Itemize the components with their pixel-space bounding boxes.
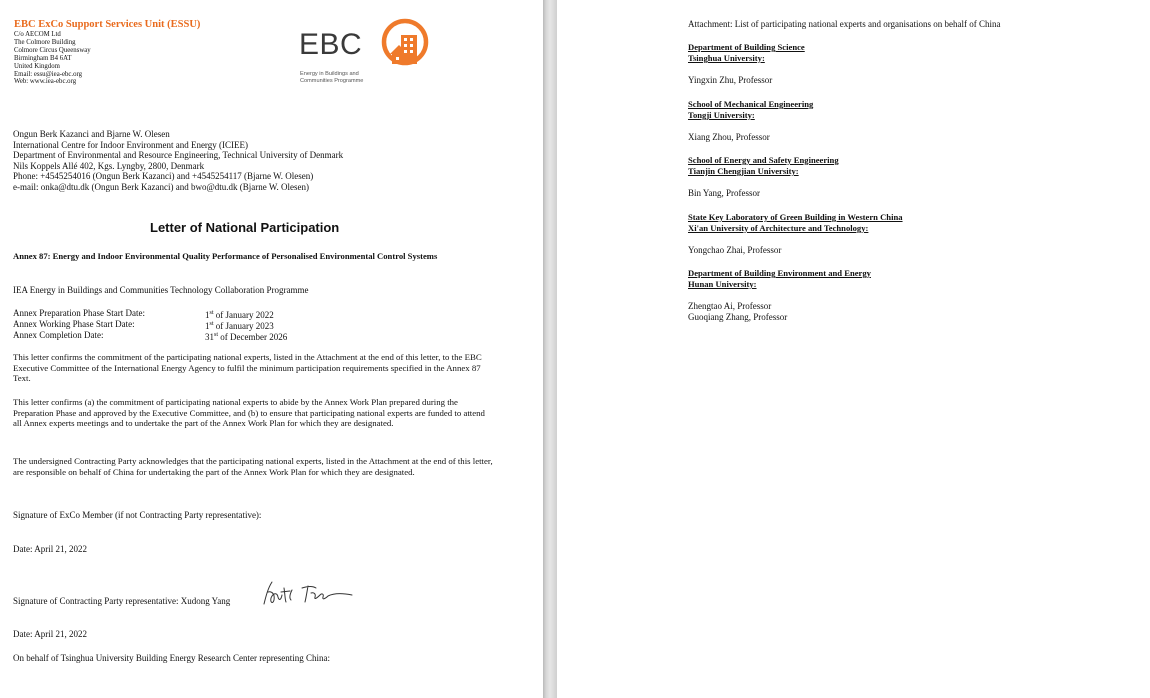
programme-name: IEA Energy in Buildings and Communities Technology Collaboration Programme <box>13 285 309 295</box>
essu-address <box>14 31 91 86</box>
essu-address-line: United Kingdom <box>14 62 60 70</box>
annex-title: Annex 87: Energy and Indoor Environmental Quality Performance of Personalised Environmental Control Systems <box>13 251 438 261</box>
organisation-department: School of Mechanical Engineering <box>688 99 814 109</box>
signature-contracting-party-label: Signature of Contracting Party representative: Xudong Yang <box>13 596 231 606</box>
date-contracting-party: Date: April 21, 2022 <box>13 629 87 639</box>
paragraph-work-plan: This letter confirms (a) the commitment of participating national experts to abide by the Annex Work Plan prepared during the Preparation Phase and approved by the Executive Committee, and (b) to ensure that participating national experts are funded to attend all Annex experts meetings and to undertake the part of the Annex Work Plan for which they are designated. <box>13 397 485 429</box>
organisation <box>688 212 903 234</box>
attachment-heading: Attachment: List of participating national experts and organisations on behalf of China <box>688 19 1001 29</box>
recipient-institution: International Centre for Indoor Environment and Energy (ICIEE) <box>13 139 249 150</box>
date-label: Annex Preparation Phase Start Date: <box>13 308 145 318</box>
recipient-address: Nils Koppels Allé 402, Kgs. Lyngby, 2800, Denmark <box>13 160 205 171</box>
on-behalf-line: On behalf of Tsinghua University Building Energy Research Center representing China: <box>13 653 330 663</box>
paragraph-acknowledgement: The undersigned Contracting Party acknowledges that the participating national experts, listed in the Attachment at the end of this letter, are responsible on behalf of China for undertaking the part of the Annex Work Plan for which they are designated. <box>13 456 493 477</box>
organisation-university: Tianjin Chengjian University: <box>688 166 799 176</box>
organisation <box>688 268 871 290</box>
expert-list <box>688 132 770 143</box>
organisation-university: Xi'an University of Architecture and Technology: <box>688 223 869 233</box>
essu-title: EBC ExCo Support Services Unit (ESSU) <box>14 19 201 30</box>
essu-address-line: Colmore Circus Queensway <box>14 46 91 54</box>
document-page-right <box>557 0 1150 698</box>
organisation-university: Tsinghua University: <box>688 53 765 63</box>
page-gutter <box>543 0 557 698</box>
ebc-logo-subtitle <box>300 71 363 84</box>
document-page-left <box>0 0 543 698</box>
organisation-department: School of Energy and Safety Engineering <box>688 155 839 165</box>
date-exco: Date: April 21, 2022 <box>13 544 87 554</box>
expert-list <box>688 188 760 199</box>
paragraph-commitment: This letter confirms the commitment of the participating national experts, listed in the Attachment at the end of this letter, to the EBC Executive Committee of the International Energy Agency to fulfil the minimum participation requirements specified in the Annex 87 Text. <box>13 352 482 384</box>
essu-address-line: The Colmore Building <box>14 38 76 46</box>
expert-name: Xiang Zhou, Professor <box>688 132 770 142</box>
essu-email: Email: essu@iea-ebc.org <box>14 70 83 78</box>
recipient-department: Department of Environmental and Resource Engineering, Technical University of Denmark <box>13 150 344 160</box>
date-value: 1st of January 2023 <box>205 320 274 331</box>
recipient-email: e-mail: onka@dtu.dk (Ongun Berk Kazanci) and bwo@dtu.dk (Bjarne W. Olesen) <box>13 181 310 192</box>
recipient-phone: Phone: +4545254016 (Ongun Berk Kazanci) and +4545254117 (Bjarne W. Olesen) <box>13 171 314 181</box>
essu-address-line: C/o AECOM Ltd <box>14 31 61 38</box>
organisation-university: Tongji University: <box>688 110 755 120</box>
ebc-logo-text: EBC <box>299 28 363 61</box>
recipient-block <box>13 129 343 192</box>
date-label: Annex Working Phase Start Date: <box>13 318 135 329</box>
organisation-university: Hunan University: <box>688 279 757 289</box>
handwritten-signature <box>258 576 363 610</box>
signature-exco-label: Signature of ExCo Member (if not Contracting Party representative): <box>13 510 262 520</box>
organisation-department: Department of Building Environment and Energy <box>688 268 871 278</box>
organisation <box>688 155 839 177</box>
expert-name: Zhengtao Ai, Professor <box>688 301 772 311</box>
recipient-names: Ongun Berk Kazanci and Bjarne W. Olesen <box>13 129 170 139</box>
date-label: Annex Completion Date: <box>13 329 104 340</box>
expert-list <box>688 75 772 86</box>
expert-list <box>688 245 781 256</box>
ebc-logo-subtitle-line: Energy in Buildings and <box>300 71 359 77</box>
organisation-department: State Key Laboratory of Green Building in Western China <box>688 212 903 222</box>
expert-list <box>688 301 787 322</box>
organisation-department: Department of Building Science <box>688 42 805 52</box>
essu-address-line: Birmingham B4 6AT <box>14 54 72 62</box>
expert-name: Yingxin Zhu, Professor <box>688 75 773 85</box>
expert-name: Bin Yang, Professor <box>688 188 761 198</box>
expert-name: Yongchao Zhai, Professor <box>688 245 782 255</box>
expert-name: Guoqiang Zhang, Professor <box>688 311 788 322</box>
organisation <box>688 99 813 121</box>
date-value: 1st of January 2022 <box>205 310 274 320</box>
letter-title: Letter of National Participation <box>150 220 340 235</box>
date-value: 31st of December 2026 <box>205 331 288 342</box>
essu-web: Web: www.iea-ebc.org <box>14 78 77 86</box>
organisation <box>688 42 805 64</box>
ebc-logo-subtitle-line: Communities Programme <box>300 77 364 84</box>
